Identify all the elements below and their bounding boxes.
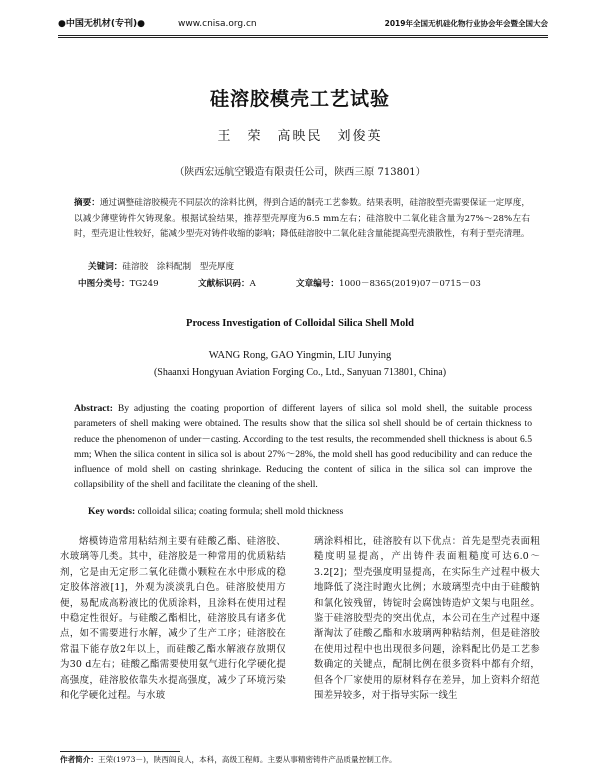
paper-title-en: Process Investigation of Colloidal Silica Shell Mold: [186, 318, 414, 329]
abstract-text-en: By adjusting the coating proportion of different layers of silica sol mold shell, the suitable process parameters of shell making were obtained. The results show that the silica sol shell should be of certain thickness to reduce the phenomenon of under－casting. According to the test results, the recommended shell thickness is about 6.5 mm; When the silica content in silica sol is about 27%～28%, the mold shell has good reducibility and can reduce the influence of mold shell on casting shrinkage. Reducing the content of silica in the silica sol can improve the collapsibility of the shell and facilitate the cleaning of the shell.: [74, 403, 532, 491]
keywords-cn: [88, 260, 234, 275]
article-no-field: [296, 277, 481, 292]
body-column-right: 璃涂料相比，硅溶胶有以下优点：首先是型壳表面粗糙度明显提高，产出铸件表面粗糙度可达6.0～3.2[2]；型壳强度明显提高，在实际生产过程中极大地降低了浇注时跑火比例；水玻璃型壳中由于硅酸钠和氯化铵残留，铸锭时会腐蚀铸造炉文架与电阻丝。鉴于硅溶胶型壳的突出优点，本公司在生产过程中逐渐淘汰了硅酸乙酯和水玻璃两种粘结剂，但是硅溶胶在使用过程中也出现很多问题，涂料配比仍是工艺参数确定的关键点，配制比例在很多资料中都有介绍，但各个厂家使用的原材料存在差异，加上资料介绍范围差异较多，对于指导实际一线生: [314, 536, 540, 702]
journal-name: ●中国无机材(专刊)●: [58, 19, 145, 29]
article-no-label: 文章编号：: [296, 279, 339, 289]
header-rule: [58, 35, 548, 38]
footnote-label: 作者简介：: [60, 755, 98, 764]
keywords-label-cn: 关键词：: [88, 262, 123, 272]
keywords-en: [88, 504, 343, 519]
keywords-label-en: Key words:: [88, 506, 136, 517]
affiliation-cn: （陕西宏远航空锻造有限责任公司，陕西三原 713801）: [174, 167, 426, 178]
author-footnote: [60, 754, 540, 766]
doc-code-label: 文献标识码：: [198, 279, 250, 289]
footnote-text: 王荣(1973－)，陕西阎良人，本科，高级工程师。主要从事精密铸件产品质量控制工作。: [97, 755, 397, 764]
paper-title-cn: 硅溶胶模壳工艺试验: [209, 88, 390, 110]
abstract-label-cn: 摘要：: [74, 198, 100, 208]
keywords-text-en: colloidal silica; coating formula; shell mold thickness: [135, 506, 344, 517]
doc-code-field: [198, 277, 256, 292]
affiliation-en: (Shaanxi Hongyuan Aviation Forging Co., Ltd., Sanyuan 713801, China): [153, 367, 447, 378]
abstract-text-cn: 通过调整硅溶胶模壳不同层次的涂料比例，得到合适的制壳工艺参数。结果表明，硅溶胶型壳需要保证一定厚度，以减少薄壁铸件欠铸现象。根据试验结果，推荐型壳厚度为6.5 mm左右；硅溶胶中二氧化硅含量为27%～28%左右时，型壳退让性较好，能减少型壳对铸件收缩的影响；降低硅溶胶中二氧化硅含量能提高型壳溃散性，有利于型壳清理。: [74, 198, 530, 239]
clc-label: 中图分类号：: [78, 279, 130, 289]
conference-name: 2019年全国无机硅化物行业协会年会暨全国大会: [384, 19, 548, 28]
abstract-en: [74, 401, 532, 493]
keywords-text-cn: 硅溶胶 涂料配制 型壳厚度: [122, 262, 235, 272]
doc-code-value: A: [249, 279, 256, 289]
journal-website: www.cnisa.org.cn: [178, 19, 257, 29]
clc-field: [78, 277, 159, 292]
abstract-cn: [74, 196, 530, 243]
abstract-label-en: Abstract:: [74, 403, 113, 414]
authors-cn: 王 荣 高映民 刘俊英: [217, 129, 383, 144]
authors-en: WANG Rong, GAO Yingmin, LIU Junying: [208, 350, 392, 361]
running-header: [58, 16, 548, 32]
body-column-left: 熔模铸造常用粘结剂主要有硅酸乙酯、硅溶胶、水玻璃等几类。其中，硅溶胶是一种常用的优质粘结剂，它是由无定形二氧化硅微小颗粒在水中形成的稳定胶体溶液[1]，外观为淡淡乳白色。硅溶胶使用方便，易配成高粉液比的优质涂料，且涂料在使用过程中稳定性很好。与硅酸乙酯相比，硅溶胶具有诸多优点，如不需要进行水解，减少了生产工序；硅溶胶在常温下能存放2年以上，而硅酸乙酯水解液存放期仅为30 d左右；硅酸乙酯需要使用氨气进行化学硬化提高强度，硅溶胶依靠失水提高强度，减少了环境污染和化学硬化过程。与水玻: [60, 536, 286, 702]
footnote-rule: [60, 751, 180, 752]
article-no-value: 1000－8365(2019)07－0715－03: [338, 279, 481, 289]
clc-value: TG249: [129, 279, 159, 289]
